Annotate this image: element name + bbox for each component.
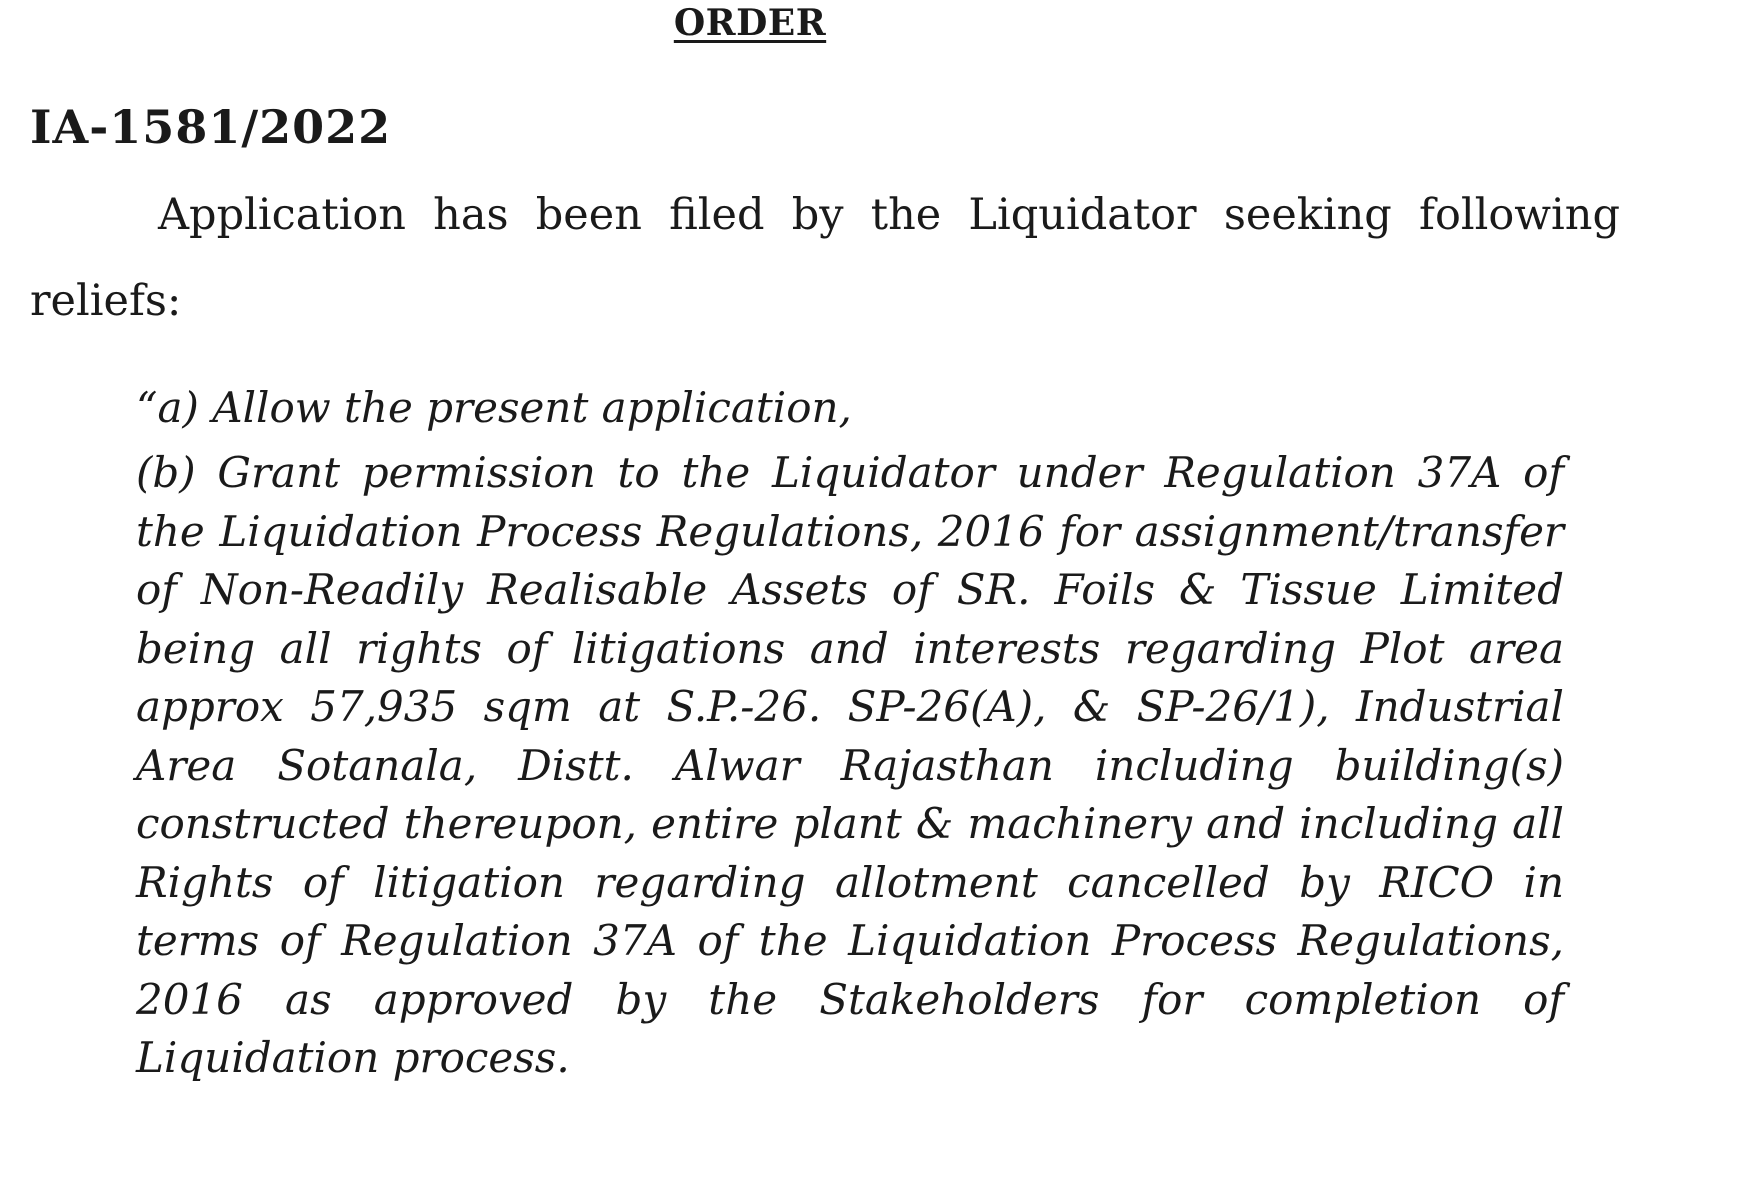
intro-paragraph: Application has been filed by the Liquidator seeking following reliefs: [30, 190, 1620, 326]
order-heading: ORDER [673, 2, 827, 44]
relief-b: (b) Grant permission to the Liquidator under Regulation 37A of the Liquidation Process Regulations, 2016 for assignment/transfer of Non-Readily Realisable Assets of SR. Foils & Tissue Limited being all rights of litigations and interests regarding Plot area approx 57,935 sqm at S.P.-26. SP-26(A), & SP-26/1), Industrial Area Sotanala, Distt. Alwar Rajasthan including building(s) constructed thereupon, entire plant & machinery and including all Rights of litigation regarding allotment cancelled by RICO in terms of Regulation 37A of the Liquidation Process Regulations, 2016 as approved by the Stakeholders for completion of Liquidation process. [136, 448, 1564, 1082]
case-number: IA-1581/2022 [30, 100, 392, 154]
reliefs-block [136, 378, 1564, 1088]
relief-a: “a) Allow the present application, [136, 383, 852, 432]
